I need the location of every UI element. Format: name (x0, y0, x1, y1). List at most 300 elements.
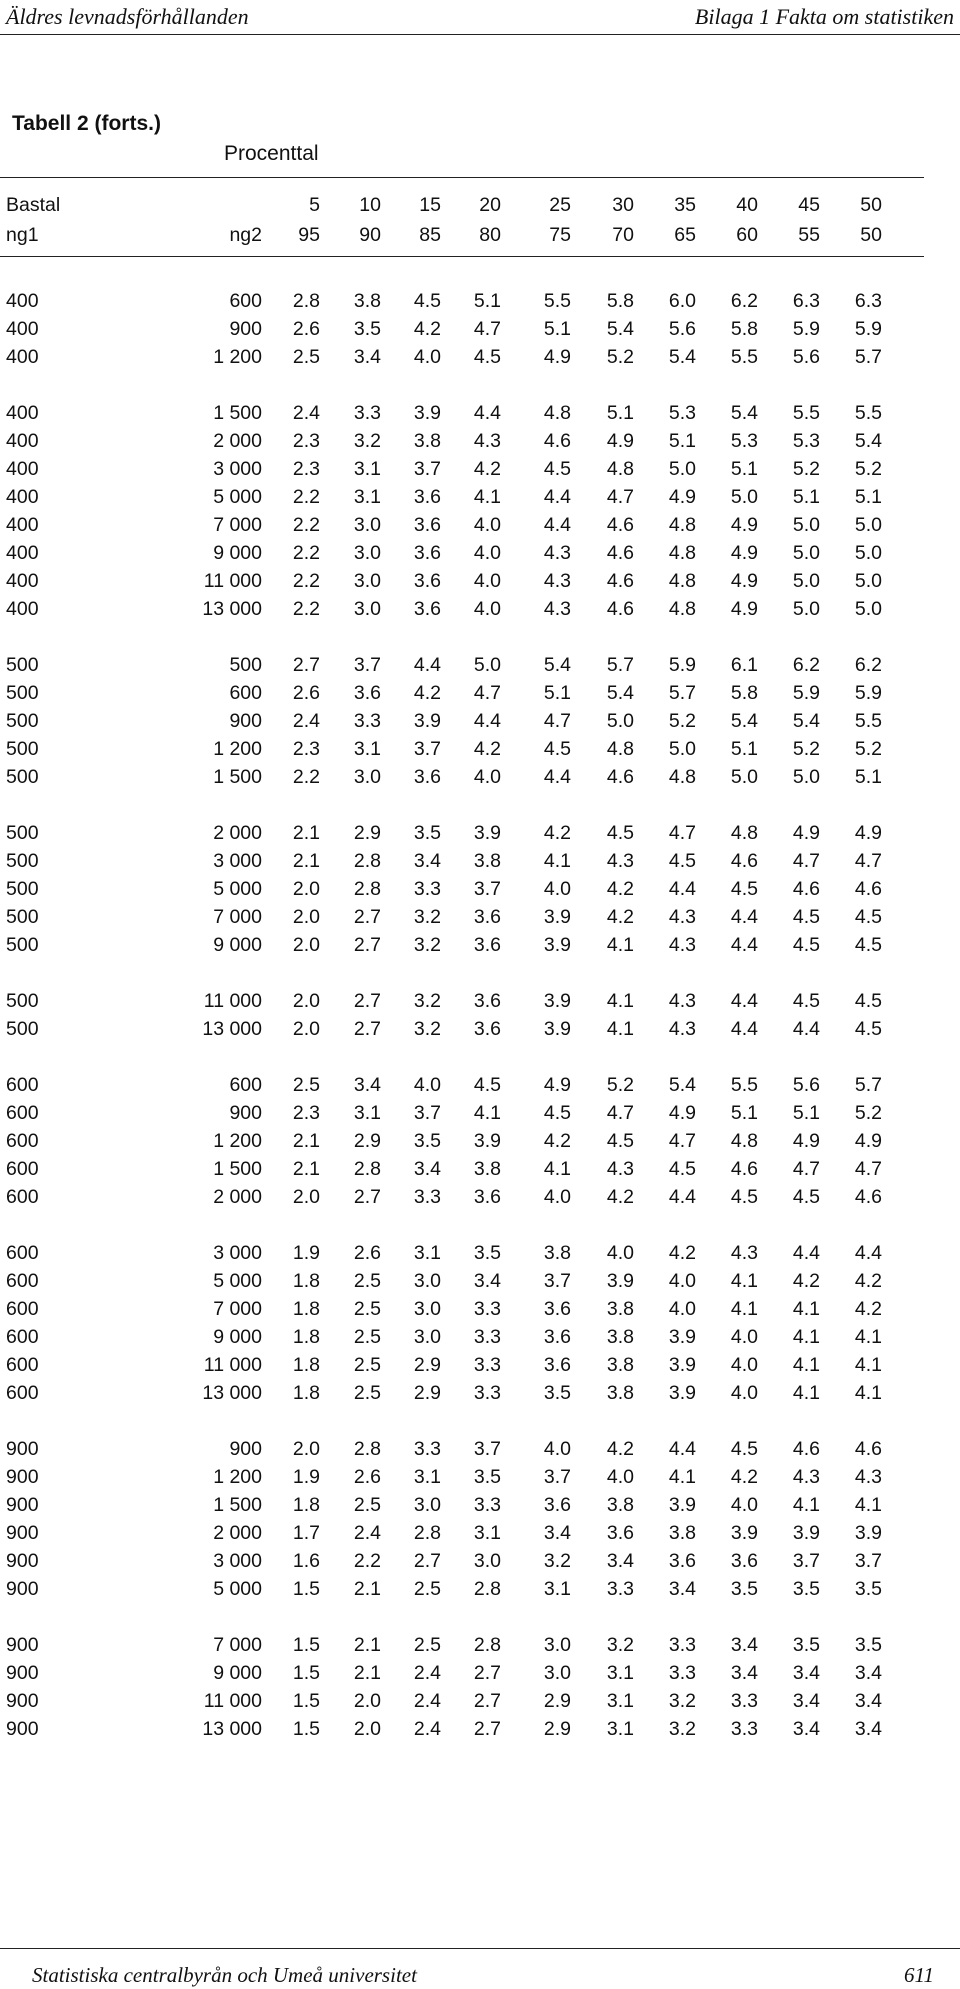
cell-value: 90 (359, 224, 381, 246)
cell-value: 3.6 (473, 1186, 501, 1208)
cell-value: 10 (359, 194, 381, 216)
cell-value: 4.5 (543, 458, 571, 480)
cell-ng1: 400 (6, 598, 39, 620)
cell-value: 3.1 (606, 1718, 634, 1740)
cell-value: 3.4 (792, 1690, 820, 1712)
cell-value: 5.2 (606, 1074, 634, 1096)
cell-value: 4.4 (543, 486, 571, 508)
cell-value: 5.4 (668, 1074, 696, 1096)
table-row (0, 1100, 924, 1128)
cell-value: 3.7 (473, 878, 501, 900)
cell-value: 3.4 (413, 850, 441, 872)
table-row (0, 904, 924, 932)
cell-value: 4.6 (730, 850, 758, 872)
cell-ng2: 1 500 (213, 766, 262, 788)
cell-value: 3.7 (854, 1550, 882, 1572)
cell-ng1: 600 (6, 1242, 39, 1264)
cell-value: 4.4 (730, 1018, 758, 1040)
cell-value: 2.5 (353, 1382, 381, 1404)
table-row (0, 344, 924, 372)
cell-ng1: 400 (6, 514, 39, 536)
cell-value: 4.7 (606, 486, 634, 508)
cell-value: 1.9 (292, 1242, 320, 1264)
cell-ng1: 500 (6, 822, 39, 844)
cell-value: 4.1 (854, 1326, 882, 1348)
cell-value: 4.1 (473, 486, 501, 508)
cell-value: 5.0 (854, 514, 882, 536)
cell-value: 5.1 (792, 1102, 820, 1124)
cell-value: 2.9 (543, 1690, 571, 1712)
cell-value: 35 (674, 194, 696, 216)
cell-value: 4.7 (473, 682, 501, 704)
cell-value: 4.0 (413, 1074, 441, 1096)
cell-value: 4.6 (792, 878, 820, 900)
cell-value: 4.8 (668, 570, 696, 592)
cell-value: 5.6 (792, 1074, 820, 1096)
cell-value: 4.4 (668, 1438, 696, 1460)
table-row (0, 1324, 924, 1352)
cell-value: 4.8 (668, 542, 696, 564)
cell-value: 4.7 (668, 1130, 696, 1152)
cell-ng1: 400 (6, 570, 39, 592)
cell-value: 4.4 (413, 654, 441, 676)
cell-value: 4.0 (606, 1466, 634, 1488)
cell-value: 3.0 (353, 766, 381, 788)
cell-value: 4.7 (668, 822, 696, 844)
table-row (0, 1380, 924, 1408)
cell-value: 60 (736, 224, 758, 246)
cell-value: 3.1 (353, 738, 381, 760)
cell-value: 3.1 (606, 1690, 634, 1712)
cell-ng1: 500 (6, 654, 39, 676)
cell-value: 4.2 (730, 1466, 758, 1488)
table-row (0, 1492, 924, 1520)
cell-value: 4.4 (730, 990, 758, 1012)
cell-value: 2.2 (292, 766, 320, 788)
cell-value: 2.5 (353, 1270, 381, 1292)
cell-value: 5.5 (730, 1074, 758, 1096)
cell-value: 6.2 (792, 654, 820, 676)
cell-value: 4.1 (730, 1270, 758, 1292)
cell-value: 3.1 (543, 1578, 571, 1600)
cell-value: 3.4 (473, 1270, 501, 1292)
cell-value: 3.7 (353, 654, 381, 676)
cell-value: 3.5 (413, 1130, 441, 1152)
cell-value: 1.5 (292, 1718, 320, 1740)
cell-ng1: 900 (6, 1578, 39, 1600)
cell-ng1: 500 (6, 682, 39, 704)
footer-publisher: Statistiska centralbyrån och Umeå universitet (32, 1963, 417, 1987)
cell-value: 5.5 (730, 346, 758, 368)
cell-value: 6.2 (730, 290, 758, 312)
cell-value: 5.3 (730, 430, 758, 452)
cell-value: 5.2 (854, 1102, 882, 1124)
cell-value: 4.4 (473, 710, 501, 732)
cell-value: 4.6 (854, 878, 882, 900)
table-row (0, 1016, 924, 1044)
cell-value: 3.9 (473, 822, 501, 844)
cell-ng2: 9 000 (213, 542, 262, 564)
cell-value: 5.0 (792, 766, 820, 788)
cell-ng2: 1 200 (213, 346, 262, 368)
cell-ng1: 900 (6, 1550, 39, 1572)
cell-value: 2.1 (292, 822, 320, 844)
cell-value: 1.8 (292, 1382, 320, 1404)
cell-value: 5.3 (792, 430, 820, 452)
cell-ng1: 600 (6, 1102, 39, 1124)
cell-value: 4.8 (668, 598, 696, 620)
cell-value: 20 (479, 194, 501, 216)
cell-value: 3.3 (668, 1662, 696, 1684)
cell-value: 5.1 (730, 458, 758, 480)
cell-value: 4.0 (473, 542, 501, 564)
cell-value: 4.2 (543, 822, 571, 844)
table-row (0, 680, 924, 708)
cell-value: 2.7 (353, 990, 381, 1012)
cell-value: 4.5 (668, 850, 696, 872)
cell-value: 15 (419, 194, 441, 216)
cell-value: 3.9 (730, 1522, 758, 1544)
cell-value: 4.9 (792, 822, 820, 844)
cell-value: 3.4 (353, 1074, 381, 1096)
header-publication-title: Äldres levnadsförhållanden (6, 4, 249, 29)
cell-value: 3.6 (413, 598, 441, 620)
cell-value: 3.7 (413, 738, 441, 760)
cell-value: 5.2 (854, 458, 882, 480)
cell-ng1: 600 (6, 1270, 39, 1292)
cell-value: 4.5 (854, 906, 882, 928)
cell-value: 3.4 (668, 1578, 696, 1600)
cell-ng2: 11 000 (203, 570, 262, 592)
cell-value: 4.7 (792, 1158, 820, 1180)
cell-value: 4.9 (606, 430, 634, 452)
cell-value: 4.5 (854, 934, 882, 956)
table-row (0, 222, 924, 250)
cell-value: 3.0 (353, 570, 381, 592)
cell-ng2: 1 500 (213, 1494, 262, 1516)
cell-ng1: 600 (6, 1298, 39, 1320)
cell-value: 1.5 (292, 1690, 320, 1712)
cell-value: 4.4 (668, 1186, 696, 1208)
cell-value: 2.5 (413, 1578, 441, 1600)
cell-value: 4.2 (606, 878, 634, 900)
cell-value: 3.2 (668, 1718, 696, 1740)
cell-value: 5.9 (854, 318, 882, 340)
cell-value: 2.8 (353, 1438, 381, 1460)
cell-value: 5.0 (854, 542, 882, 564)
cell-value: 4.5 (792, 1186, 820, 1208)
cell-value: 5.8 (606, 290, 634, 312)
table-row (0, 1184, 924, 1212)
cell-value: 2.5 (292, 346, 320, 368)
cell-value: 3.9 (543, 1018, 571, 1040)
cell-ng1: 500 (6, 738, 39, 760)
cell-value: 3.0 (543, 1634, 571, 1656)
cell-value: 4.9 (730, 570, 758, 592)
cell-value: 4.5 (792, 934, 820, 956)
cell-ng2: 2 000 (213, 430, 262, 452)
cell-value: 4.3 (668, 934, 696, 956)
cell-ng2: 3 000 (213, 850, 262, 872)
cell-value: 2.7 (473, 1662, 501, 1684)
cell-value: 2.4 (413, 1718, 441, 1740)
cell-value: 2.9 (353, 822, 381, 844)
cell-value: 25 (549, 194, 571, 216)
cell-value: 4.0 (413, 346, 441, 368)
cell-value: 4.9 (730, 542, 758, 564)
cell-value: 4.2 (606, 906, 634, 928)
cell-value: 3.9 (413, 402, 441, 424)
cell-value: 5.0 (730, 486, 758, 508)
cell-ng2: 900 (229, 1102, 262, 1124)
cell-value: 3.8 (668, 1522, 696, 1544)
cell-value: 4.6 (606, 570, 634, 592)
cell-value: 4.1 (854, 1494, 882, 1516)
cell-ng1: 500 (6, 906, 39, 928)
cell-ng2: 1 200 (213, 1130, 262, 1152)
cell-ng1: 400 (6, 346, 39, 368)
cell-ng2: 5 000 (213, 878, 262, 900)
cell-value: 2.9 (413, 1354, 441, 1376)
cell-value: 75 (549, 224, 571, 246)
cell-value: 5.2 (854, 738, 882, 760)
cell-value: 4.2 (792, 1270, 820, 1292)
cell-value: 4.0 (473, 514, 501, 536)
cell-value: 4.4 (543, 514, 571, 536)
table-row (0, 708, 924, 736)
cell-value: 2.7 (473, 1690, 501, 1712)
cell-value: 3.1 (606, 1662, 634, 1684)
cell-ng1: 400 (6, 290, 39, 312)
cell-value: 4.6 (606, 766, 634, 788)
cell-value: 3.8 (606, 1382, 634, 1404)
cell-value: 3.0 (413, 1270, 441, 1292)
cell-value: 4.1 (543, 1158, 571, 1180)
cell-ng2: 500 (229, 654, 262, 676)
cell-ng2: 3 000 (213, 1242, 262, 1264)
cell-value: 4.5 (606, 1130, 634, 1152)
cell-value: 2.1 (353, 1578, 381, 1600)
cell-value: 2.7 (353, 1186, 381, 1208)
cell-value: 5.0 (854, 598, 882, 620)
cell-value: 2.1 (292, 1130, 320, 1152)
cell-value: 3.8 (413, 430, 441, 452)
cell-ng2: 11 000 (203, 1690, 262, 1712)
cell-value: 5.1 (543, 318, 571, 340)
cell-value: 5.4 (730, 402, 758, 424)
cell-value: 3.8 (473, 850, 501, 872)
cell-value: 2.6 (353, 1242, 381, 1264)
cell-value: 5.4 (730, 710, 758, 732)
table-row (0, 820, 924, 848)
cell-value: 3.0 (543, 1662, 571, 1684)
cell-value: 5.0 (606, 710, 634, 732)
cell-value: 5.9 (854, 682, 882, 704)
cell-value: 4.7 (543, 710, 571, 732)
cell-value: 4.6 (854, 1186, 882, 1208)
cell-value: 2.8 (353, 1158, 381, 1180)
cell-value: 4.1 (792, 1298, 820, 1320)
cell-value: 4.5 (473, 1074, 501, 1096)
cell-ng2: 9 000 (213, 1662, 262, 1684)
cell-value: 2.2 (292, 486, 320, 508)
cell-value: 3.9 (543, 934, 571, 956)
cell-value: 4.0 (543, 878, 571, 900)
cell-value: 4.3 (854, 1466, 882, 1488)
cell-value: 40 (736, 194, 758, 216)
cell-value: 5.0 (792, 570, 820, 592)
cell-ng1: 500 (6, 850, 39, 872)
table-row (0, 428, 924, 456)
cell-value: 4.7 (792, 850, 820, 872)
cell-value: 4.8 (730, 822, 758, 844)
cell-value: 4.6 (792, 1438, 820, 1460)
cell-value: 3.3 (473, 1326, 501, 1348)
cell-value: 4.7 (854, 1158, 882, 1180)
cell-value: 2.0 (292, 878, 320, 900)
cell-value: 3.1 (473, 1522, 501, 1544)
cell-value: 3.8 (606, 1494, 634, 1516)
cell-value: 5.7 (854, 346, 882, 368)
cell-value: 4.9 (543, 346, 571, 368)
cell-value: 5.7 (668, 682, 696, 704)
cell-value: 3.4 (730, 1662, 758, 1684)
cell-ng1: 900 (6, 1522, 39, 1544)
cell-value: 4.8 (730, 1130, 758, 1152)
cell-ng2: 3 000 (213, 458, 262, 480)
cell-value: 3.3 (730, 1690, 758, 1712)
cell-value: 4.9 (854, 1130, 882, 1152)
cell-ng2: 7 000 (213, 514, 262, 536)
cell-value: 4.4 (668, 878, 696, 900)
cell-value: 4.5 (543, 1102, 571, 1124)
cell-value: 5.1 (668, 430, 696, 452)
cell-value: 5.1 (792, 486, 820, 508)
cell-value: 1.8 (292, 1494, 320, 1516)
cell-value: 3.3 (730, 1718, 758, 1740)
cell-value: 5.9 (668, 654, 696, 676)
cell-value: 3.9 (543, 906, 571, 928)
cell-value: 3.4 (730, 1634, 758, 1656)
cell-value: 3.1 (413, 1466, 441, 1488)
cell-value: 1.6 (292, 1550, 320, 1572)
cell-value: 6.1 (730, 654, 758, 676)
cell-value: 4.0 (606, 1242, 634, 1264)
cell-value: 4.2 (413, 682, 441, 704)
cell-ng1: 500 (6, 710, 39, 732)
cell-value: 4.2 (606, 1438, 634, 1460)
cell-value: 5.7 (854, 1074, 882, 1096)
cell-value: 3.8 (606, 1354, 634, 1376)
cell-value: 2.7 (473, 1718, 501, 1740)
cell-value: 2.7 (353, 1018, 381, 1040)
cell-value: 2.1 (292, 1158, 320, 1180)
table-row (0, 1296, 924, 1324)
cell-value: 4.6 (854, 1438, 882, 1460)
cell-ng1: 900 (6, 1718, 39, 1740)
cell-value: 2.0 (292, 1186, 320, 1208)
cell-value: 2.2 (292, 542, 320, 564)
cell-value: 3.3 (606, 1578, 634, 1600)
page-number: 611 (904, 1963, 934, 1987)
cell-value: 4.0 (668, 1298, 696, 1320)
cell-ng1: 600 (6, 1382, 39, 1404)
cell-value: 4.4 (792, 1018, 820, 1040)
table-row (0, 652, 924, 680)
cell-value: 5.2 (606, 346, 634, 368)
cell-value: 3.4 (413, 1158, 441, 1180)
cell-value: 5.5 (854, 402, 882, 424)
cell-value: 2.3 (292, 738, 320, 760)
cell-value: 5.7 (606, 654, 634, 676)
cell-value: 3.6 (473, 906, 501, 928)
cell-value: 4.1 (854, 1382, 882, 1404)
cell-value: 4.3 (543, 598, 571, 620)
cell-value: 4.1 (606, 934, 634, 956)
cell-value: 5.2 (792, 738, 820, 760)
cell-value: 4.5 (543, 738, 571, 760)
cell-ng2: 2 000 (213, 1186, 262, 1208)
cell-value: 4.0 (473, 570, 501, 592)
cell-ng2: 2 000 (213, 1522, 262, 1544)
page-footer (0, 1948, 960, 1989)
cell-ng2: 900 (229, 318, 262, 340)
cell-ng1: 500 (6, 1018, 39, 1040)
cell-value: 45 (798, 194, 820, 216)
cell-value: 3.9 (543, 990, 571, 1012)
cell-value: 4.1 (854, 1354, 882, 1376)
table-top-rule (0, 177, 924, 178)
cell-ng1: 900 (6, 1494, 39, 1516)
cell-ng2: 1 200 (213, 1466, 262, 1488)
cell-value: 5.4 (668, 346, 696, 368)
cell-ng2: 13 000 (202, 1718, 262, 1740)
cell-value: 3.6 (473, 934, 501, 956)
cell-value: 5.5 (792, 402, 820, 424)
cell-value: 5.0 (792, 542, 820, 564)
cell-value: 4.9 (730, 598, 758, 620)
cell-value: 3.9 (854, 1522, 882, 1544)
cell-value: 4.3 (606, 1158, 634, 1180)
cell-value: 4.2 (473, 458, 501, 480)
cell-value: 3.6 (353, 682, 381, 704)
table-row (0, 596, 924, 624)
cell-value: 1.7 (292, 1522, 320, 1544)
cell-value: 4.5 (792, 906, 820, 928)
cell-ng2: 7 000 (213, 1634, 262, 1656)
cell-value: 4.9 (668, 486, 696, 508)
cell-value: 4.4 (730, 934, 758, 956)
cell-value: 5.4 (606, 318, 634, 340)
cell-value: 6.3 (854, 290, 882, 312)
cell-ng2: 7 000 (213, 1298, 262, 1320)
cell-ng2: 2 000 (213, 822, 262, 844)
cell-value: 4.8 (668, 514, 696, 536)
cell-value: 2.4 (292, 710, 320, 732)
cell-ng2: 600 (229, 682, 262, 704)
cell-value: 2.5 (353, 1298, 381, 1320)
cell-value: 4.2 (854, 1298, 882, 1320)
cell-ng1: 400 (6, 486, 39, 508)
cell-ng1: ng1 (6, 224, 39, 246)
cell-value: 4.2 (543, 1130, 571, 1152)
cell-ng2: 9 000 (213, 1326, 262, 1348)
cell-value: 4.8 (606, 458, 634, 480)
cell-value: 3.0 (473, 1550, 501, 1572)
cell-value: 4.2 (413, 318, 441, 340)
cell-value: 4.1 (543, 850, 571, 872)
cell-value: 5.8 (730, 682, 758, 704)
